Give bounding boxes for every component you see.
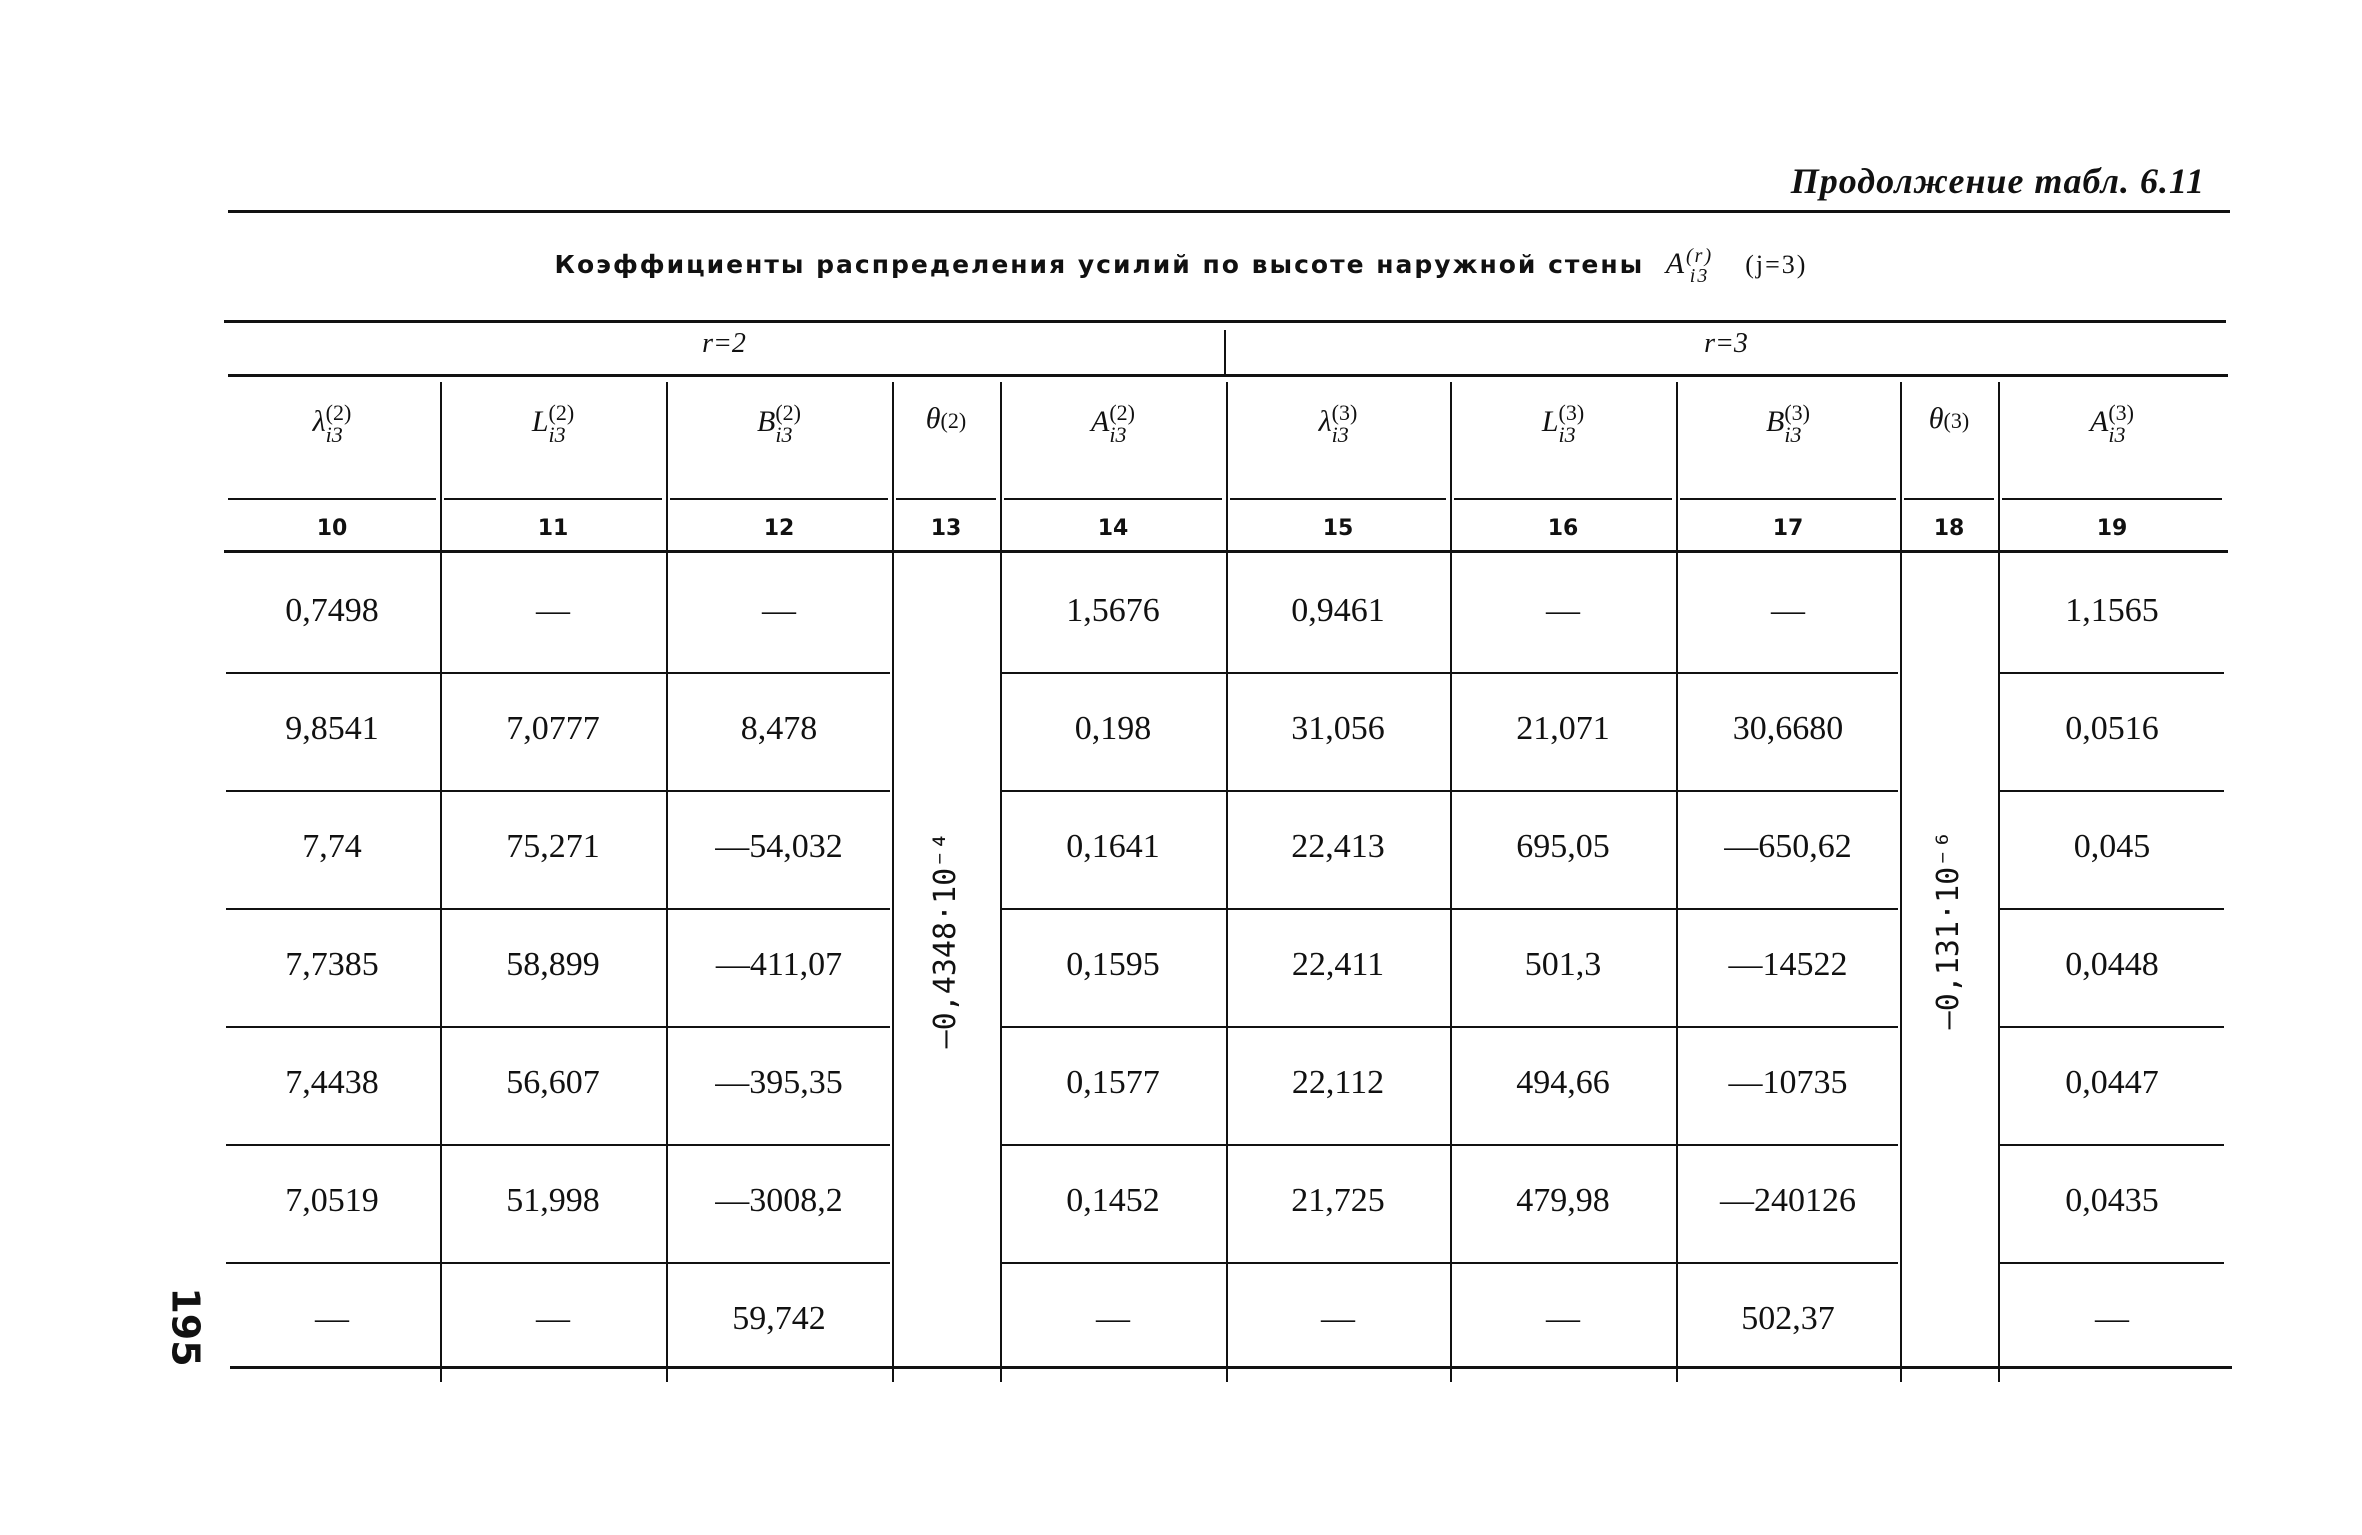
column-number: 16 — [1547, 516, 1579, 541]
table-cell: 1,1565 — [2065, 592, 2159, 629]
title-symbol: A — [1665, 247, 1687, 280]
table-cell: 8,478 — [740, 710, 818, 747]
table-cell: 0,7498 — [285, 592, 379, 629]
row-rule — [2000, 1144, 2224, 1146]
table-cell: —650,62 — [1724, 828, 1852, 865]
column-header — [1676, 402, 1900, 446]
row-rule — [1002, 1026, 1898, 1028]
row-rule — [1002, 1262, 1898, 1264]
table-cell: 7,7385 — [285, 946, 379, 983]
header-indices — [1332, 402, 1358, 446]
table-cell: 0,0435 — [2065, 1182, 2159, 1219]
table-cell: —395,35 — [715, 1064, 843, 1101]
table-cell: 1,5676 — [1066, 592, 1160, 629]
table-cell: 7,0519 — [285, 1182, 379, 1219]
table-cell: 7,0777 — [506, 710, 600, 747]
header-symbol: B — [1766, 404, 1785, 438]
column-header — [440, 402, 666, 446]
title-suffix: (j=3) — [1745, 250, 1808, 279]
row-rule — [226, 1026, 890, 1028]
header-symbol: A — [1091, 404, 1110, 438]
row-rule — [1002, 790, 1898, 792]
table-cell: 22,413 — [1291, 828, 1385, 865]
table-cell: 0,0447 — [2065, 1064, 2159, 1101]
row-rule — [2000, 908, 2224, 910]
header-sup: (3) — [1943, 408, 1970, 434]
row-rule — [1002, 1144, 1898, 1146]
table-cell: 9,8541 — [285, 710, 379, 747]
table-cell: 21,071 — [1516, 710, 1610, 747]
row-rule — [1002, 908, 1898, 910]
table-cell: 494,66 — [1516, 1064, 1610, 1101]
table-cell: — — [536, 592, 570, 629]
header-underline — [1454, 498, 1672, 500]
row-rule — [226, 790, 890, 792]
table-cell: — — [536, 1300, 570, 1337]
column-number: 17 — [1772, 516, 1804, 541]
column-header — [1226, 402, 1450, 446]
group-r2: r=2 — [702, 328, 746, 359]
header-indices — [775, 402, 801, 446]
header-sub: i3 — [1109, 422, 1127, 447]
table-cell: — — [1546, 1300, 1580, 1337]
theta-value: —0,4348·10⁻⁴ — [928, 831, 963, 1049]
table-cell: 0,0516 — [2065, 710, 2159, 747]
column-header — [1998, 402, 2226, 446]
group-rule — [228, 374, 2228, 377]
header-symbol: L — [531, 404, 549, 438]
row-rule — [226, 672, 890, 674]
column-number: 15 — [1322, 516, 1354, 541]
header-symbol: B — [757, 404, 776, 438]
table-cell: 0,198 — [1074, 710, 1152, 747]
header-sub: i3 — [2108, 422, 2126, 447]
column-number: 11 — [537, 516, 569, 541]
table-cell: 0,045 — [2073, 828, 2151, 865]
header-sub: i3 — [325, 422, 343, 447]
header-sub: i3 — [1558, 422, 1576, 447]
header-indices — [941, 410, 967, 432]
table-cell: —411,07 — [715, 946, 843, 983]
row-rule — [226, 908, 890, 910]
row-rule — [226, 1262, 890, 1264]
column-number: 13 — [930, 516, 962, 541]
header-indices — [1559, 402, 1585, 446]
table-cell: 0,1577 — [1066, 1064, 1160, 1101]
column-number: 18 — [1933, 516, 1965, 541]
column-header — [224, 402, 440, 446]
header-symbol: L — [1541, 404, 1559, 438]
header-symbol: A — [2090, 404, 2109, 438]
table-cell: 502,37 — [1741, 1300, 1835, 1337]
header-sup: (3) — [1331, 400, 1358, 425]
title-sub: i3 — [1689, 265, 1710, 287]
column-header — [1000, 402, 1226, 446]
table-cell: 479,98 — [1516, 1182, 1610, 1219]
header-indices — [2108, 402, 2134, 446]
header-sub: i3 — [1784, 422, 1802, 447]
table-cell: —3008,2 — [715, 1182, 843, 1219]
column-header — [666, 402, 892, 446]
header-sup: (3) — [2108, 400, 2134, 425]
table-cell: 75,271 — [506, 828, 600, 865]
top-rule — [228, 210, 2230, 213]
table-cell: —14522 — [1728, 946, 1848, 983]
table-cell: —240126 — [1720, 1182, 1856, 1219]
header-underline — [1904, 498, 1994, 500]
header-sup: (2) — [940, 408, 967, 434]
table-cell: — — [315, 1300, 349, 1337]
header-indices — [1784, 402, 1810, 446]
header-symbol: θ — [925, 402, 941, 435]
header-indices — [326, 402, 352, 446]
table-cell: — — [1321, 1300, 1355, 1337]
header-indices — [549, 402, 575, 446]
row-rule — [2000, 1026, 2224, 1028]
header-sup: (3) — [1784, 400, 1810, 425]
header-sup: (2) — [775, 400, 801, 425]
page-number: 195 — [163, 1287, 208, 1367]
row-rule — [226, 1144, 890, 1146]
table-cell: 0,0448 — [2065, 946, 2159, 983]
table-cell: 0,1595 — [1066, 946, 1160, 983]
header-sup: (2) — [1109, 400, 1135, 425]
title-sup: (r) — [1686, 245, 1714, 267]
header-symbol: λ — [312, 404, 326, 438]
header-underline — [1004, 498, 1222, 500]
table-cell: — — [2095, 1300, 2129, 1337]
table-cell: —54,032 — [715, 828, 843, 865]
header-underline — [1680, 498, 1896, 500]
column-header — [1450, 402, 1676, 446]
table-title — [0, 246, 2362, 286]
table-top-rule — [224, 320, 2226, 323]
row-rule — [2000, 790, 2224, 792]
table-cell: 21,725 — [1291, 1182, 1385, 1219]
table-cell: 22,411 — [1291, 946, 1385, 983]
header-sup: (2) — [548, 400, 575, 425]
table-cell: 22,112 — [1291, 1064, 1385, 1101]
table-cell: 0,9461 — [1291, 592, 1385, 629]
theta-value: —0,131·10⁻⁶ — [1931, 830, 1966, 1030]
row-rule — [2000, 1262, 2224, 1264]
row-rule — [1002, 672, 1898, 674]
header-sup: (3) — [1558, 400, 1585, 425]
header-sub: i3 — [775, 422, 793, 447]
header-underline — [670, 498, 888, 500]
table-cell: 58,899 — [506, 946, 600, 983]
title-text: Коэффициенты распределения усилий по высоте наружной стены — [554, 250, 1645, 279]
table-cell: 695,05 — [1516, 828, 1610, 865]
header-underline — [2002, 498, 2222, 500]
table-cell: 501,3 — [1524, 946, 1602, 983]
header-indices — [1944, 410, 1970, 432]
table-cell: — — [762, 592, 796, 629]
table-cell: — — [1096, 1300, 1130, 1337]
column-number: 12 — [763, 516, 795, 541]
table-cell: 59,742 — [732, 1300, 826, 1337]
table-cell: 7,4438 — [285, 1064, 379, 1101]
header-sup: (2) — [325, 400, 352, 425]
header-symbol: θ — [1928, 402, 1944, 435]
table-cell: 31,056 — [1291, 710, 1385, 747]
header-underline — [1230, 498, 1446, 500]
header-sub: i3 — [1331, 422, 1349, 447]
table-cell: 7,74 — [302, 828, 362, 865]
column-number: 19 — [2096, 516, 2128, 541]
column-header — [1900, 402, 1998, 436]
table-cell: — — [1546, 592, 1580, 629]
table-cell: 0,1641 — [1066, 828, 1160, 865]
group-r3: r=3 — [1704, 328, 1748, 359]
header-underline — [896, 498, 996, 500]
header-underline — [444, 498, 662, 500]
table-cell: —10735 — [1728, 1064, 1848, 1101]
table-cell: 0,1452 — [1066, 1182, 1160, 1219]
header-sub: i3 — [548, 422, 566, 447]
continuation-label: Продолжение табл. 6.11 — [1790, 161, 2205, 201]
header-underline — [228, 498, 436, 500]
table-cell: 51,998 — [506, 1182, 600, 1219]
header-symbol: λ — [1318, 404, 1332, 438]
column-header — [892, 402, 1000, 436]
table-bottom-rule — [230, 1366, 2232, 1369]
header-indices — [1109, 402, 1135, 446]
column-number: 10 — [316, 516, 348, 541]
column-number: 14 — [1097, 516, 1129, 541]
table-cell: — — [1771, 592, 1805, 629]
row-rule — [2000, 672, 2224, 674]
table-cell: 30,6680 — [1732, 710, 1844, 747]
table-cell: 56,607 — [506, 1064, 600, 1101]
